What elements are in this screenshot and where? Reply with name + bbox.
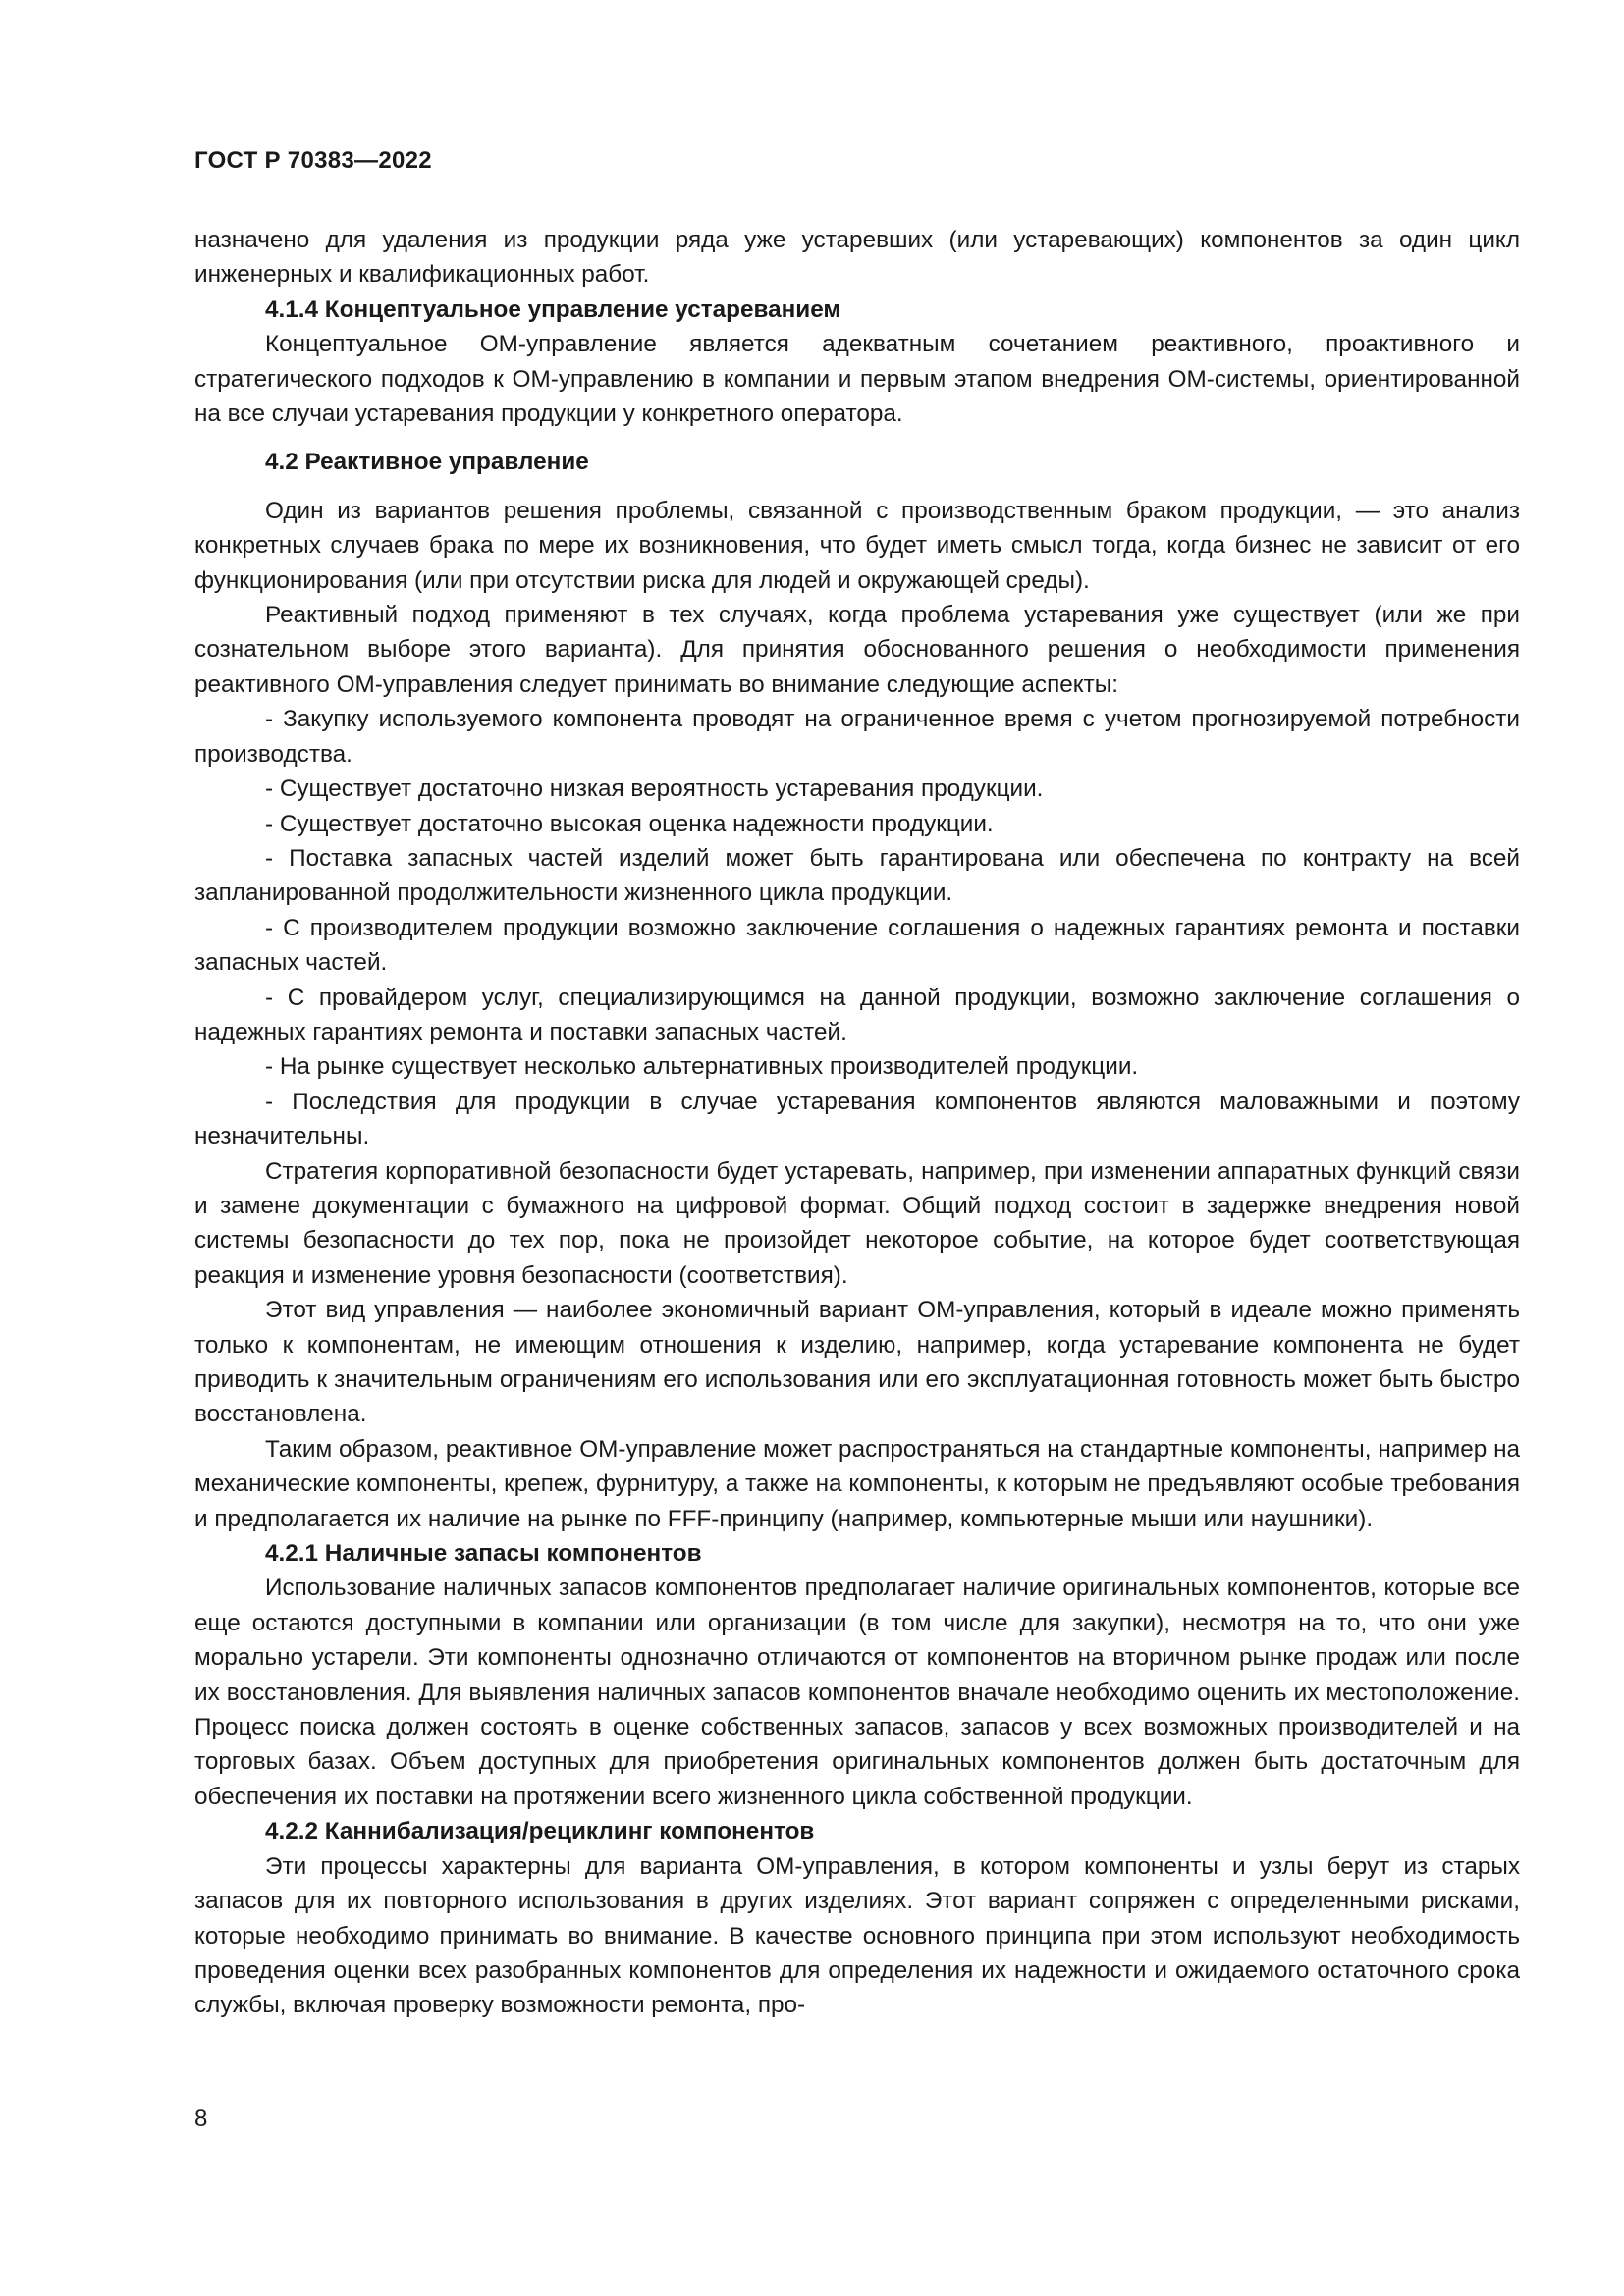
paragraph: Эти процессы характерны для варианта ОМ-управления, в котором компоненты и узлы берут из старых запасов для их повторного использования в других изделиях. Этот вариант сопряжен с определенными рисками, которые необходимо принимать во внимание. В качестве основного принципа при этом используют необходимость проведения оценки всех разобранных компонентов для определения их надежности и ожидаемого остаточного срока службы, включая проверку возможности ремонта, про- — [194, 1852, 1520, 2019]
heading-4-2: 4.2 Реактивное управление — [265, 449, 589, 476]
heading-4-1-4: 4.1.4 Концептуальное управление устареванием — [265, 295, 841, 323]
document-body — [194, 223, 1520, 2023]
document-header: ГОСТ Р 70383—2022 — [194, 147, 432, 174]
list-item: - Закупку используемого компонента проводят на ограниченное время с учетом прогнозируемой потребности производства. — [194, 706, 1520, 768]
list-item: - Поставка запасных частей изделий может быть гарантирована или обеспечена по контракту на всей запланированной продолжительности жизненного цикла продукции. — [194, 844, 1520, 907]
list-item: - Последствия для продукции в случае устаревания компонентов являются маловажными и поэтому незначительны. — [194, 1088, 1520, 1150]
list-item: - На рынке существует несколько альтернативных производителей продукции. — [265, 1053, 1139, 1081]
heading-4-2-2: 4.2.2 Каннибализация/рециклинг компонентов — [265, 1818, 815, 1845]
list-item: - Существует достаточно низкая вероятность устаревания продукции. — [265, 775, 1044, 803]
paragraph: Таким образом, реактивное ОМ-управление может распространяться на стандартные компоненты, например на механические компоненты, крепеж, фурнитуру, а также на компоненты, к которым не предъявляют особые требования и предполагается их наличие на рынке по FFF-принципу (например, компьютерные мыши или наушники). — [194, 1435, 1520, 1532]
list-item: - С провайдером услуг, специализирующимся на данной продукции, возможно заключение соглашения о надежных гарантиях ремонта и поставки запасных частей. — [194, 984, 1520, 1045]
paragraph: Этот вид управления — наиболее экономичный вариант ОМ-управления, который в идеале можно применять только к компонентам, не имеющим отношения к изделию, например, когда устаревание компонента не будет приводить к значительным ограничениям его использования или его эксплуатационная готовность может быть быстро восстановлена. — [194, 1297, 1520, 1428]
heading-4-2-1: 4.2.1 Наличные запасы компонентов — [265, 1540, 702, 1568]
paragraph: Использование наличных запасов компонентов предполагает наличие оригинальных компонентов, которые все еще остаются доступными в компании или организации (в том числе для закупки), несмотря на то, что они уже морально устарели. Эти компоненты однозначно отличаются от компонентов на вторичном рынке продаж или после их восстановления. Для выявления наличных запасов компонентов вначале необходимо оценить их местоположение. Процесс поиска должен состоять в оценке собственных запасов, запасов у всех возможных производителей и на торговых базах. Объем доступных для приобретения оригинальных компонентов должен быть достаточным для обеспечения их поставки на протяжении всего жизненного цикла собственной продукции. — [194, 1575, 1520, 1810]
page-number: 8 — [194, 2106, 208, 2132]
paragraph: Концептуальное ОМ-управление является адекватным сочетанием реактивного, проактивного и стратегического подходов к ОМ-управлению в компании и первым этапом внедрения ОМ-системы, ориентированной на все случаи устаревания продукции у конкретного оператора. — [194, 331, 1520, 428]
list-item: - Существует достаточно высокая оценка надежности продукции. — [265, 810, 994, 837]
paragraph-continuation: назначено для удаления из продукции ряда уже устаревших (или устаревающих) компонентов за один цикл инженерных и квалификационных работ. — [194, 227, 1520, 289]
list-item: - С производителем продукции возможно заключение соглашения о надежных гарантиях ремонта и поставки запасных частей. — [194, 914, 1520, 977]
paragraph: Один из вариантов решения проблемы, связанной с производственным браком продукции, — это анализ конкретных случаев брака по мере их возникновения, что будет иметь смысл тогда, когда бизнес не зависит от его функционирования (или при отсутствии риска для людей и окружающей среды). — [194, 497, 1520, 594]
paragraph: Реактивный подход применяют в тех случаях, когда проблема устаревания уже существует (или же при сознательном выборе этого варианта). Для принятия обоснованного решения о необходимости применения реактивного ОМ-управления следует принимать во внимание следующие аспекты: — [194, 602, 1520, 698]
paragraph: Стратегия корпоративной безопасности будет устаревать, например, при изменении аппаратных функций связи и замене документации с бумажного на цифровой формат. Общий подход состоит в задержке внедрения новой системы безопасности до тех пор, пока не произойдет некоторое событие, на которое будет соответствующая реакция и изменение уровня безопасности (соответствия). — [194, 1157, 1520, 1289]
